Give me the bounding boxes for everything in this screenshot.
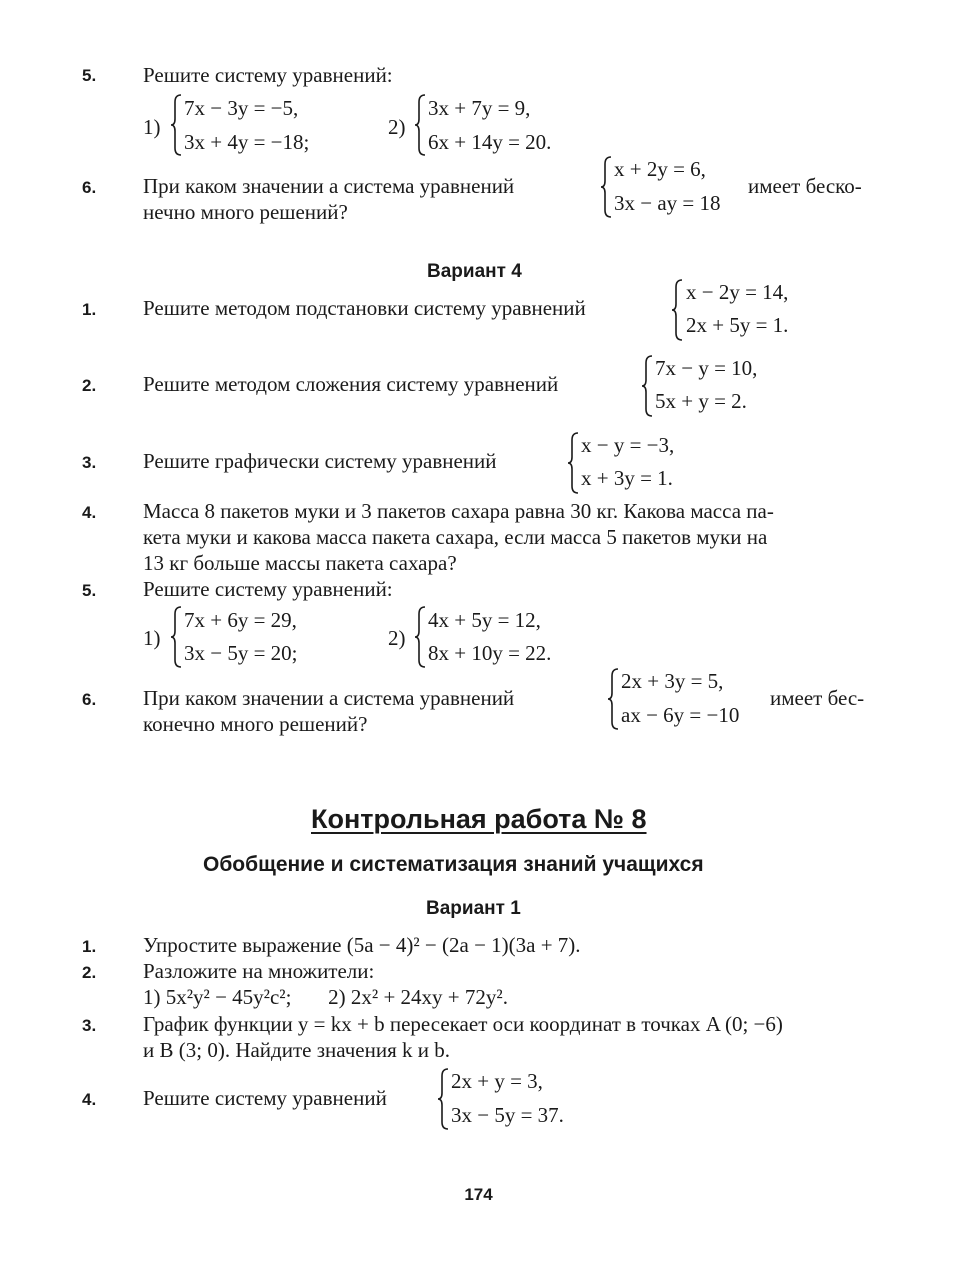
equation: x + 3y = 1. (581, 466, 673, 490)
equation: x − 2y = 14, (686, 280, 789, 304)
problem-text: Масса 8 пакетов муки и 3 пакетов сахара равна 30 кг. Какова масса па- (143, 499, 774, 523)
problem-number: 6. (82, 178, 97, 197)
equation: 3x − 5y = 20; (184, 641, 298, 665)
problem-number: 5. (82, 66, 97, 85)
system-brace (414, 606, 424, 668)
problem-text: Упростите выражение (5a − 4)² − (2a − 1)(3a + 7). (143, 933, 581, 957)
problem-number: 3. (82, 453, 97, 472)
problem-number: 2. (82, 376, 97, 395)
equation: 7x − 3y = −5, (184, 96, 299, 120)
equation: x + 2y = 6, (614, 157, 706, 181)
problem-text: Решите методом сложения систему уравнений (143, 372, 559, 396)
problem-text: 1) 5x²y² − 45y²c²; 2) 2x² + 24xy + 72y². (143, 985, 508, 1009)
problem-number: 4. (82, 1090, 97, 1109)
system-label: 1) (143, 626, 161, 650)
system-brace (567, 432, 577, 494)
problem-text: и B (3; 0). Найдите значения k и b. (143, 1038, 450, 1062)
equation: x − y = −3, (581, 433, 675, 457)
problem-number: 2. (82, 963, 97, 982)
problem-number: 6. (82, 690, 97, 709)
equation: 5x + y = 2. (655, 389, 747, 413)
equation: 6x + 14y = 20. (428, 130, 552, 154)
equation: 2x + 5y = 1. (686, 313, 789, 337)
problem-text: имеет беско- (748, 174, 862, 198)
problem-text: Разложите на множители: (143, 959, 375, 983)
problem-number: 5. (82, 581, 97, 600)
equation: 4x + 5y = 12, (428, 608, 541, 632)
equation: 3x + 4y = −18; (184, 130, 310, 154)
system-brace (170, 94, 180, 156)
system-brace (437, 1068, 447, 1130)
problem-number: 1. (82, 300, 97, 319)
equation: 8x + 10y = 22. (428, 641, 552, 665)
system-brace (607, 668, 617, 730)
problem-text: Решите систему уравнений: (143, 63, 393, 87)
problem-text: нечно много решений? (143, 200, 348, 224)
problem-text: При каком значении a система уравнений (143, 686, 515, 710)
system-brace (414, 94, 424, 156)
system-brace (641, 355, 651, 417)
problem-number: 4. (82, 503, 97, 522)
equation: 3x + 7y = 9, (428, 96, 531, 120)
equation: 7x + 6y = 29, (184, 608, 297, 632)
section-subtitle: Обобщение и систематизация знаний учащихся (203, 853, 704, 876)
problem-number: 3. (82, 1016, 97, 1035)
variant-heading: Вариант 1 (426, 898, 521, 919)
problem-text: Решите систему уравнений (143, 1086, 387, 1110)
equation: 7x − y = 10, (655, 356, 758, 380)
problem-text: конечно много решений? (143, 712, 368, 736)
equation: 3x − ay = 18 (614, 191, 721, 215)
equation: 3x − 5y = 37. (451, 1103, 564, 1127)
variant-heading: Вариант 4 (427, 261, 522, 282)
problem-text: График функции y = kx + b пересекает оси координат в точках A (0; −6) (143, 1012, 783, 1036)
system-brace (170, 606, 180, 668)
system-label: 1) (143, 115, 161, 139)
system-brace (671, 279, 681, 341)
problem-text: имеет бес- (770, 686, 865, 710)
problem-text: кета муки и какова масса пакета сахара, если масса 5 пакетов муки на (143, 525, 768, 549)
equation: ax − 6y = −10 (621, 703, 740, 727)
problem-text: 13 кг больше массы пакета сахара? (143, 551, 457, 575)
system-label: 2) (388, 115, 406, 139)
system-brace (600, 156, 610, 218)
equation: 2x + y = 3, (451, 1069, 543, 1093)
equation: 2x + 3y = 5, (621, 669, 724, 693)
system-label: 2) (388, 626, 406, 650)
problem-text: Решите методом подстановки систему уравнений (143, 296, 586, 320)
problem-text: При каком значении a система уравнений (143, 174, 515, 198)
problem-number: 1. (82, 937, 97, 956)
problem-text: Решите систему уравнений: (143, 577, 393, 601)
section-title: Контрольная работа № 8 (311, 804, 647, 834)
page-number: 174 (464, 1185, 493, 1204)
problem-text: Решите графически систему уравнений (143, 449, 497, 473)
